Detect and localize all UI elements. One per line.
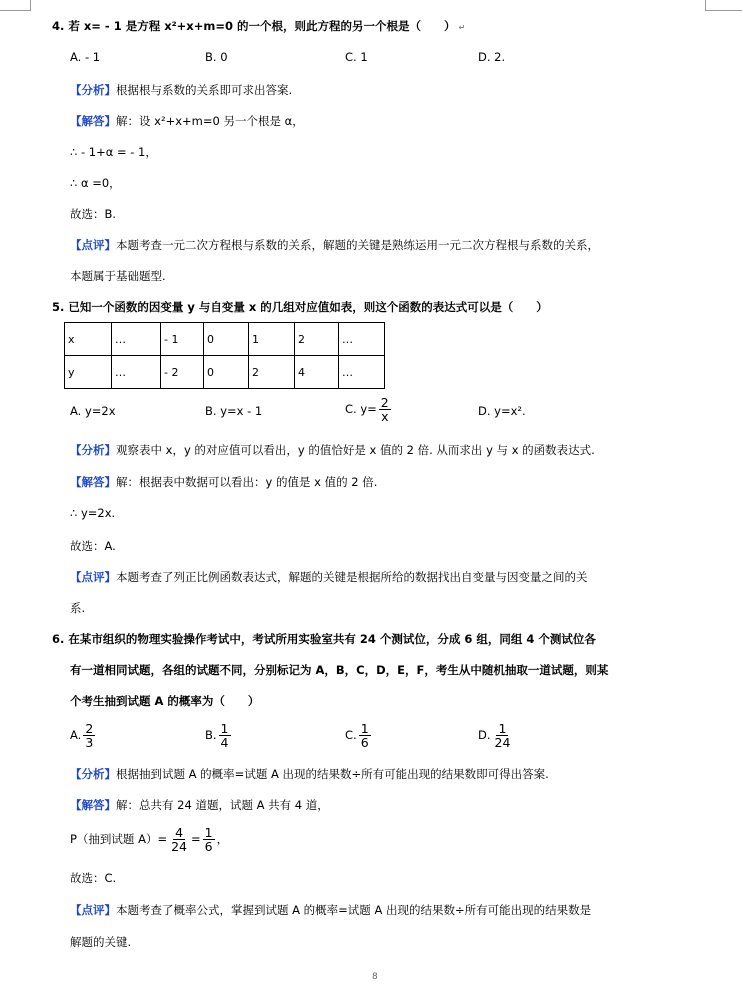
- fraction: $\frac{1}{6}$: [360, 721, 369, 751]
- table-cell: 0: [204, 356, 249, 389]
- table-cell: 2: [295, 323, 339, 356]
- q6-option-d: D. $\frac{1}{24}$: [478, 721, 511, 751]
- q6-comment: 【点评】本题考查了概率公式，掌握到试题 A 的概率=试题 A 出现的结果数÷所有可能出现的结果数是: [70, 903, 592, 917]
- fraction: $\frac{2}{x}$: [380, 395, 389, 425]
- crop-mark-left: [0, 0, 31, 11]
- q6-stem-line-3: 个考生抽到试题 A 的概率为（ ）: [70, 694, 260, 708]
- page-number: 8: [372, 972, 378, 982]
- q5-answer: 【解答】解：根据表中数据可以看出：y 的值是 x 值的 2 倍.: [70, 475, 378, 489]
- q4-comment: 【点评】本题考查一元二次方程根与系数的关系，解题的关键是熟练运用一元二次方程根与系数的关系，: [70, 238, 599, 252]
- q5-comment: 【点评】本题考查了列正比例函数表达式，解题的关键是根据所给的数据找出自变量与因变量之间的关: [70, 570, 588, 584]
- q4-option-a: A. - 1: [70, 50, 101, 64]
- q6-stem-line-1: 6. 在某市组织的物理实验操作考试中，考试所用实验室共有 24 个测试位，分成 6 组，同组 4 个测试位各: [52, 632, 596, 646]
- q6-option-a: A. $\frac{2}{3}$: [70, 721, 94, 751]
- q5-option-c: C. y= $\frac{2}{x}$: [345, 395, 389, 425]
- fraction: $\frac{1}{24}$: [494, 721, 511, 751]
- table-cell: 4: [295, 356, 339, 389]
- q4-step-2: ∴ α =0，: [70, 176, 121, 190]
- table-cell: …: [112, 356, 161, 389]
- q4-stem: 4. 若 x= - 1 是方程 x²+x+m=0 的一个根，则此方程的另一个根是（ ） ↵: [52, 19, 466, 33]
- q6-comment-cont: 解题的关键.: [70, 935, 132, 949]
- q4-answer: 【解答】解：设 x²+x+m=0 另一个根是 α，: [70, 114, 304, 128]
- q4-option-b: B. 0: [205, 50, 228, 64]
- table-cell: 1: [249, 323, 295, 356]
- table-cell: - 1: [161, 323, 204, 356]
- table-cell: …: [339, 323, 385, 356]
- q5-step-1: ∴ y=2x.: [70, 506, 116, 520]
- q5-choice: 故选：A.: [70, 539, 116, 553]
- crop-mark-right: [705, 0, 742, 11]
- q5-analysis: 【分析】观察表中 x，y 的对应值可以看出，y 的值恰好是 x 值的 2 倍. 从而求出 y 与 x 的函数表达式.: [70, 443, 595, 457]
- q6-option-c: C. $\frac{1}{6}$: [345, 721, 369, 751]
- table-row: [65, 356, 385, 389]
- q6-stem-line-2: 有一道相同试题，各组的试题不同，分别标记为 A，B，C，D，E，F，考生从中随机抽取一道试题，则某: [70, 663, 609, 677]
- q5-option-b: B. y=x - 1: [205, 404, 263, 418]
- table-cell: …: [339, 356, 385, 389]
- q4-option-c: C. 1: [345, 50, 368, 64]
- q6-probability: P（抽到试题 A）= $\frac{4}{24}$ = $\frac{1}{6}$ ，: [70, 825, 229, 855]
- q4-step-1: ∴ - 1+α = - 1，: [70, 145, 157, 159]
- table-cell: x: [65, 323, 112, 356]
- value-table: [64, 322, 385, 389]
- q4-comment-cont: 本题属于基础题型.: [70, 269, 166, 283]
- q6-option-b: B. $\frac{1}{4}$: [205, 721, 229, 751]
- fraction: $\frac{1}{4}$: [220, 721, 229, 751]
- q6-analysis: 【分析】根据抽到试题 A 的概率=试题 A 出现的结果数÷所有可能出现的结果数即可得出答案.: [70, 767, 549, 781]
- q5-option-d: D. y=x².: [478, 404, 526, 418]
- q4-analysis: 【分析】根据根与系数的关系即可求出答案.: [70, 83, 293, 97]
- table-cell: …: [112, 323, 161, 356]
- table-cell: - 2: [161, 356, 204, 389]
- table-cell: y: [65, 356, 112, 389]
- q4-choice: 故选：B.: [70, 207, 117, 221]
- table-cell: 0: [204, 323, 249, 356]
- q6-answer: 【解答】解：总共有 24 道题，试题 A 共有 4 道，: [70, 798, 329, 812]
- q5-option-a: A. y=2x: [70, 404, 116, 418]
- q6-choice: 故选：C.: [70, 871, 117, 885]
- fraction: $\frac{1}{6}$: [204, 825, 213, 855]
- fraction: $\frac{4}{24}$: [171, 825, 187, 855]
- q5-comment-cont: 系.: [70, 601, 86, 615]
- table-cell: 2: [249, 356, 295, 389]
- q5-stem: 5. 已知一个函数的因变量 y 与自变量 x 的几组对应值如表，则这个函数的表达式可以是（ ）: [52, 300, 548, 314]
- q4-option-d: D. 2.: [478, 50, 506, 64]
- fraction: $\frac{2}{3}$: [85, 721, 94, 751]
- table-row: [65, 323, 385, 356]
